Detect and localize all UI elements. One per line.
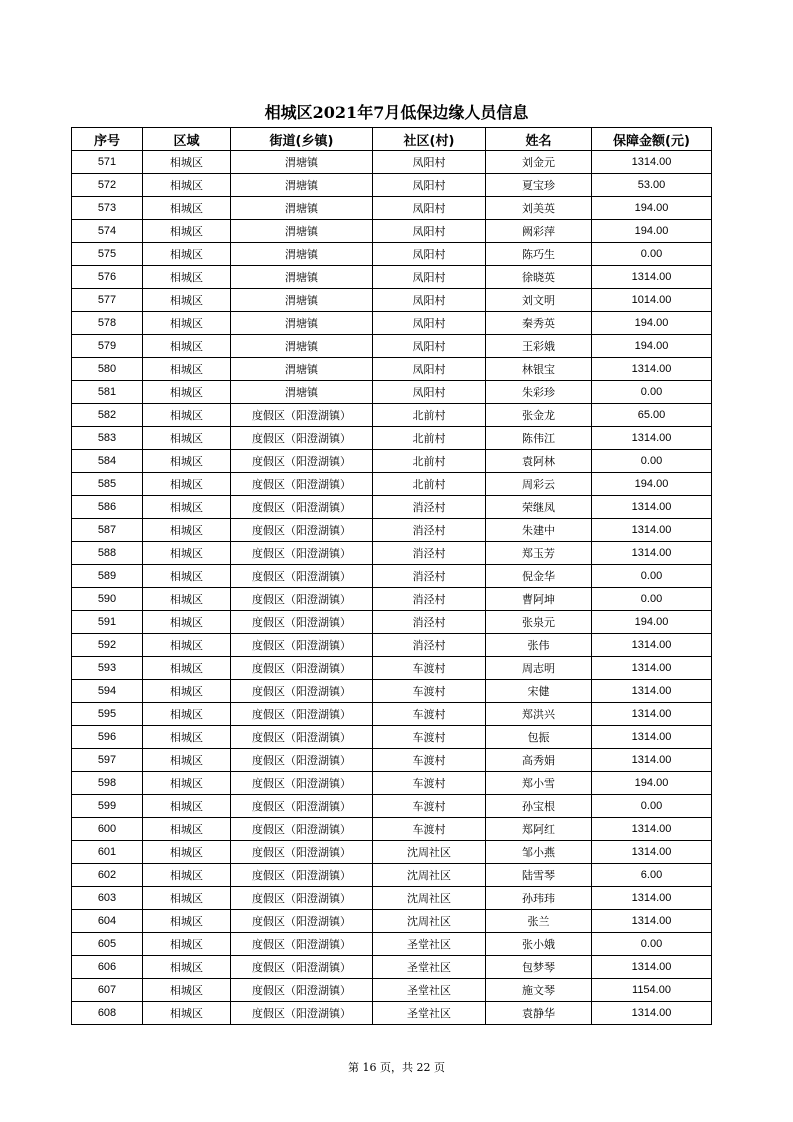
cell-street: 渭塘镇: [231, 243, 373, 266]
table-row: [72, 910, 712, 933]
cell-serial: 579: [72, 335, 143, 358]
table-row: [72, 887, 712, 910]
table-row: [72, 795, 712, 818]
cell-name: 张兰: [486, 910, 592, 933]
cell-serial: 572: [72, 174, 143, 197]
cell-name: 周彩云: [486, 473, 592, 496]
cell-region: 相城区: [143, 634, 231, 657]
cell-amount: 1314.00: [592, 841, 712, 864]
cell-amount: 1314.00: [592, 910, 712, 933]
cell-amount: 1314.00: [592, 542, 712, 565]
cell-community: 消泾村: [373, 519, 486, 542]
cell-community: 圣堂社区: [373, 1002, 486, 1025]
cell-region: 相城区: [143, 588, 231, 611]
cell-region: 相城区: [143, 657, 231, 680]
cell-region: 相城区: [143, 979, 231, 1002]
cell-name: 孙宝根: [486, 795, 592, 818]
cell-amount: 1314.00: [592, 956, 712, 979]
cell-serial: 593: [72, 657, 143, 680]
cell-region: 相城区: [143, 956, 231, 979]
cell-serial: 596: [72, 726, 143, 749]
table-row: [72, 956, 712, 979]
cell-community: 凤阳村: [373, 335, 486, 358]
cell-amount: 0.00: [592, 450, 712, 473]
cell-street: 渭塘镇: [231, 312, 373, 335]
cell-region: 相城区: [143, 404, 231, 427]
data-table: [71, 127, 712, 1025]
cell-community: 凤阳村: [373, 266, 486, 289]
table-body: [72, 151, 712, 1025]
cell-region: 相城区: [143, 680, 231, 703]
cell-community: 凤阳村: [373, 197, 486, 220]
cell-serial: 597: [72, 749, 143, 772]
cell-amount: 1314.00: [592, 1002, 712, 1025]
cell-community: 车渡村: [373, 795, 486, 818]
table-row: [72, 611, 712, 634]
cell-name: 阙彩萍: [486, 220, 592, 243]
table-row: [72, 450, 712, 473]
cell-name: 王彩娥: [486, 335, 592, 358]
cell-street: 度假区（阳澄湖镇）: [231, 933, 373, 956]
cell-serial: 605: [72, 933, 143, 956]
table-row: [72, 634, 712, 657]
table-row: [72, 680, 712, 703]
cell-street: 度假区（阳澄湖镇）: [231, 473, 373, 496]
cell-region: 相城区: [143, 933, 231, 956]
cell-amount: 53.00: [592, 174, 712, 197]
cell-street: 渭塘镇: [231, 266, 373, 289]
cell-region: 相城区: [143, 427, 231, 450]
cell-serial: 583: [72, 427, 143, 450]
cell-serial: 589: [72, 565, 143, 588]
cell-serial: 598: [72, 772, 143, 795]
table-row: [72, 197, 712, 220]
cell-street: 度假区（阳澄湖镇）: [231, 841, 373, 864]
cell-serial: 608: [72, 1002, 143, 1025]
cell-street: 度假区（阳澄湖镇）: [231, 450, 373, 473]
cell-region: 相城区: [143, 818, 231, 841]
cell-name: 陆雪琴: [486, 864, 592, 887]
header-street: 街道(乡镇): [231, 128, 373, 151]
cell-region: 相城区: [143, 864, 231, 887]
cell-serial: 603: [72, 887, 143, 910]
cell-name: 郑玉芳: [486, 542, 592, 565]
cell-community: 消泾村: [373, 496, 486, 519]
footer-page-number: 16: [362, 1061, 377, 1074]
table-row: [72, 335, 712, 358]
cell-region: 相城区: [143, 197, 231, 220]
cell-region: 相城区: [143, 565, 231, 588]
cell-community: 车渡村: [373, 703, 486, 726]
cell-serial: 604: [72, 910, 143, 933]
cell-name: 倪金华: [486, 565, 592, 588]
cell-serial: 575: [72, 243, 143, 266]
cell-name: 张伟: [486, 634, 592, 657]
cell-community: 沈周社区: [373, 887, 486, 910]
cell-amount: 194.00: [592, 473, 712, 496]
table-row: [72, 979, 712, 1002]
table-row: [72, 818, 712, 841]
cell-amount: 0.00: [592, 795, 712, 818]
cell-street: 渭塘镇: [231, 174, 373, 197]
cell-amount: 0.00: [592, 243, 712, 266]
cell-name: 包振: [486, 726, 592, 749]
table-row: [72, 565, 712, 588]
cell-serial: 587: [72, 519, 143, 542]
cell-street: 度假区（阳澄湖镇）: [231, 565, 373, 588]
cell-amount: 1314.00: [592, 358, 712, 381]
cell-region: 相城区: [143, 1002, 231, 1025]
cell-street: 度假区（阳澄湖镇）: [231, 726, 373, 749]
cell-community: 凤阳村: [373, 381, 486, 404]
table-row: [72, 358, 712, 381]
footer-middle: 页，共: [380, 1061, 413, 1074]
cell-amount: 1314.00: [592, 818, 712, 841]
cell-name: 包梦琴: [486, 956, 592, 979]
cell-name: 邹小燕: [486, 841, 592, 864]
header-region: 区域: [143, 128, 231, 151]
cell-serial: 573: [72, 197, 143, 220]
cell-street: 度假区（阳澄湖镇）: [231, 795, 373, 818]
cell-street: 渭塘镇: [231, 197, 373, 220]
cell-street: 度假区（阳澄湖镇）: [231, 542, 373, 565]
cell-name: 刘金元: [486, 151, 592, 174]
cell-amount: 1314.00: [592, 657, 712, 680]
cell-serial: 584: [72, 450, 143, 473]
cell-community: 消泾村: [373, 565, 486, 588]
cell-name: 周志明: [486, 657, 592, 680]
cell-name: 朱彩珍: [486, 381, 592, 404]
cell-region: 相城区: [143, 519, 231, 542]
table-row: [72, 726, 712, 749]
cell-name: 陈伟江: [486, 427, 592, 450]
cell-region: 相城区: [143, 749, 231, 772]
cell-name: 施文琴: [486, 979, 592, 1002]
table-row: [72, 542, 712, 565]
cell-name: 刘文明: [486, 289, 592, 312]
cell-street: 度假区（阳澄湖镇）: [231, 1002, 373, 1025]
cell-serial: 571: [72, 151, 143, 174]
cell-name: 张泉元: [486, 611, 592, 634]
cell-amount: 194.00: [592, 197, 712, 220]
cell-region: 相城区: [143, 312, 231, 335]
cell-community: 沈周社区: [373, 841, 486, 864]
cell-region: 相城区: [143, 174, 231, 197]
footer-total-pages: 22: [416, 1061, 431, 1074]
cell-name: 刘美英: [486, 197, 592, 220]
cell-street: 度假区（阳澄湖镇）: [231, 519, 373, 542]
cell-serial: 582: [72, 404, 143, 427]
cell-community: 北前村: [373, 404, 486, 427]
cell-name: 徐晓英: [486, 266, 592, 289]
cell-amount: 1154.00: [592, 979, 712, 1002]
table-row: [72, 174, 712, 197]
cell-community: 圣堂社区: [373, 933, 486, 956]
cell-name: 郑阿红: [486, 818, 592, 841]
table-row: [72, 588, 712, 611]
cell-street: 渭塘镇: [231, 220, 373, 243]
cell-region: 相城区: [143, 450, 231, 473]
table-row: [72, 404, 712, 427]
page-footer: [0, 1059, 793, 1075]
cell-street: 度假区（阳澄湖镇）: [231, 634, 373, 657]
cell-street: 度假区（阳澄湖镇）: [231, 611, 373, 634]
cell-name: 袁阿林: [486, 450, 592, 473]
cell-region: 相城区: [143, 726, 231, 749]
cell-name: 宋健: [486, 680, 592, 703]
cell-community: 圣堂社区: [373, 956, 486, 979]
cell-street: 度假区（阳澄湖镇）: [231, 818, 373, 841]
cell-amount: 1314.00: [592, 887, 712, 910]
cell-region: 相城区: [143, 496, 231, 519]
cell-amount: 6.00: [592, 864, 712, 887]
cell-region: 相城区: [143, 266, 231, 289]
cell-serial: 601: [72, 841, 143, 864]
cell-amount: 65.00: [592, 404, 712, 427]
cell-amount: 1314.00: [592, 151, 712, 174]
cell-amount: 1314.00: [592, 726, 712, 749]
cell-serial: 595: [72, 703, 143, 726]
cell-name: 秦秀英: [486, 312, 592, 335]
cell-serial: 599: [72, 795, 143, 818]
table-row: [72, 749, 712, 772]
table-row: [72, 243, 712, 266]
cell-street: 渭塘镇: [231, 381, 373, 404]
cell-community: 消泾村: [373, 611, 486, 634]
cell-amount: 1014.00: [592, 289, 712, 312]
footer-suffix: 页: [434, 1061, 445, 1074]
header-serial: 序号: [72, 128, 143, 151]
cell-street: 度假区（阳澄湖镇）: [231, 749, 373, 772]
table-row: [72, 151, 712, 174]
header-amount: 保障金额(元): [592, 128, 712, 151]
table-row: [72, 841, 712, 864]
cell-region: 相城区: [143, 473, 231, 496]
cell-street: 度假区（阳澄湖镇）: [231, 588, 373, 611]
cell-amount: 0.00: [592, 588, 712, 611]
cell-street: 度假区（阳澄湖镇）: [231, 404, 373, 427]
cell-community: 沈周社区: [373, 864, 486, 887]
cell-name: 林银宝: [486, 358, 592, 381]
table-row: [72, 772, 712, 795]
table-row: [72, 703, 712, 726]
cell-name: 孙玮玮: [486, 887, 592, 910]
cell-serial: 586: [72, 496, 143, 519]
cell-name: 陈巧生: [486, 243, 592, 266]
cell-region: 相城区: [143, 151, 231, 174]
cell-amount: 1314.00: [592, 680, 712, 703]
cell-region: 相城区: [143, 611, 231, 634]
cell-community: 车渡村: [373, 726, 486, 749]
cell-amount: 1314.00: [592, 749, 712, 772]
cell-community: 车渡村: [373, 772, 486, 795]
cell-amount: 1314.00: [592, 703, 712, 726]
cell-serial: 602: [72, 864, 143, 887]
table-row: [72, 312, 712, 335]
cell-name: 夏宝珍: [486, 174, 592, 197]
cell-serial: 590: [72, 588, 143, 611]
cell-serial: 607: [72, 979, 143, 1002]
table-row: [72, 864, 712, 887]
cell-serial: 581: [72, 381, 143, 404]
cell-region: 相城区: [143, 841, 231, 864]
cell-amount: 194.00: [592, 220, 712, 243]
cell-name: 郑小雪: [486, 772, 592, 795]
page-title: 相城区2021年7月低保边缘人员信息: [264, 103, 529, 122]
table-row: [72, 496, 712, 519]
cell-community: 消泾村: [373, 588, 486, 611]
cell-community: 凤阳村: [373, 243, 486, 266]
cell-region: 相城区: [143, 887, 231, 910]
table-row: [72, 473, 712, 496]
table-row: [72, 381, 712, 404]
cell-region: 相城区: [143, 703, 231, 726]
cell-region: 相城区: [143, 335, 231, 358]
cell-amount: 194.00: [592, 611, 712, 634]
cell-amount: 1314.00: [592, 266, 712, 289]
cell-serial: 585: [72, 473, 143, 496]
cell-region: 相城区: [143, 289, 231, 312]
cell-amount: 0.00: [592, 381, 712, 404]
cell-name: 高秀娟: [486, 749, 592, 772]
cell-street: 渭塘镇: [231, 289, 373, 312]
cell-street: 渭塘镇: [231, 358, 373, 381]
cell-serial: 578: [72, 312, 143, 335]
cell-amount: 1314.00: [592, 634, 712, 657]
cell-name: 张金龙: [486, 404, 592, 427]
table-row: [72, 1002, 712, 1025]
cell-region: 相城区: [143, 220, 231, 243]
cell-street: 度假区（阳澄湖镇）: [231, 657, 373, 680]
table-row: [72, 427, 712, 450]
cell-serial: 577: [72, 289, 143, 312]
cell-street: 度假区（阳澄湖镇）: [231, 887, 373, 910]
cell-community: 车渡村: [373, 657, 486, 680]
header-name: 姓名: [486, 128, 592, 151]
table-row: [72, 657, 712, 680]
cell-region: 相城区: [143, 795, 231, 818]
cell-community: 消泾村: [373, 634, 486, 657]
cell-street: 度假区（阳澄湖镇）: [231, 703, 373, 726]
cell-street: 度假区（阳澄湖镇）: [231, 910, 373, 933]
cell-street: 度假区（阳澄湖镇）: [231, 772, 373, 795]
table-row: [72, 220, 712, 243]
cell-community: 沈周社区: [373, 910, 486, 933]
cell-amount: 1314.00: [592, 427, 712, 450]
cell-serial: 576: [72, 266, 143, 289]
cell-community: 北前村: [373, 450, 486, 473]
cell-community: 车渡村: [373, 818, 486, 841]
cell-community: 车渡村: [373, 749, 486, 772]
cell-community: 北前村: [373, 427, 486, 450]
cell-street: 度假区（阳澄湖镇）: [231, 680, 373, 703]
cell-name: 朱建中: [486, 519, 592, 542]
cell-street: 渭塘镇: [231, 151, 373, 174]
cell-street: 度假区（阳澄湖镇）: [231, 979, 373, 1002]
header-community: 社区(村): [373, 128, 486, 151]
cell-community: 凤阳村: [373, 220, 486, 243]
cell-community: 北前村: [373, 473, 486, 496]
table-row: [72, 289, 712, 312]
table-row: [72, 519, 712, 542]
cell-region: 相城区: [143, 358, 231, 381]
cell-name: 郑洪兴: [486, 703, 592, 726]
cell-amount: 194.00: [592, 772, 712, 795]
cell-region: 相城区: [143, 542, 231, 565]
cell-amount: 0.00: [592, 565, 712, 588]
cell-community: 消泾村: [373, 542, 486, 565]
cell-amount: 1314.00: [592, 496, 712, 519]
cell-street: 渭塘镇: [231, 335, 373, 358]
cell-community: 凤阳村: [373, 151, 486, 174]
cell-region: 相城区: [143, 381, 231, 404]
cell-community: 凤阳村: [373, 312, 486, 335]
cell-community: 车渡村: [373, 680, 486, 703]
cell-community: 圣堂社区: [373, 979, 486, 1002]
cell-name: 张小娥: [486, 933, 592, 956]
cell-region: 相城区: [143, 243, 231, 266]
cell-amount: 194.00: [592, 335, 712, 358]
cell-serial: 591: [72, 611, 143, 634]
table-row: [72, 266, 712, 289]
footer-prefix: 第: [348, 1061, 359, 1074]
table-header-row: [72, 128, 712, 151]
cell-region: 相城区: [143, 772, 231, 795]
cell-street: 度假区（阳澄湖镇）: [231, 956, 373, 979]
cell-community: 凤阳村: [373, 289, 486, 312]
cell-name: 曹阿坤: [486, 588, 592, 611]
cell-community: 凤阳村: [373, 358, 486, 381]
cell-serial: 580: [72, 358, 143, 381]
cell-street: 度假区（阳澄湖镇）: [231, 864, 373, 887]
cell-serial: 588: [72, 542, 143, 565]
cell-street: 度假区（阳澄湖镇）: [231, 496, 373, 519]
cell-name: 袁静华: [486, 1002, 592, 1025]
cell-region: 相城区: [143, 910, 231, 933]
cell-serial: 600: [72, 818, 143, 841]
cell-serial: 594: [72, 680, 143, 703]
cell-amount: 0.00: [592, 933, 712, 956]
cell-serial: 592: [72, 634, 143, 657]
cell-serial: 574: [72, 220, 143, 243]
cell-street: 度假区（阳澄湖镇）: [231, 427, 373, 450]
table-row: [72, 933, 712, 956]
cell-amount: 194.00: [592, 312, 712, 335]
cell-community: 凤阳村: [373, 174, 486, 197]
cell-serial: 606: [72, 956, 143, 979]
cell-amount: 1314.00: [592, 519, 712, 542]
cell-name: 荣继凤: [486, 496, 592, 519]
